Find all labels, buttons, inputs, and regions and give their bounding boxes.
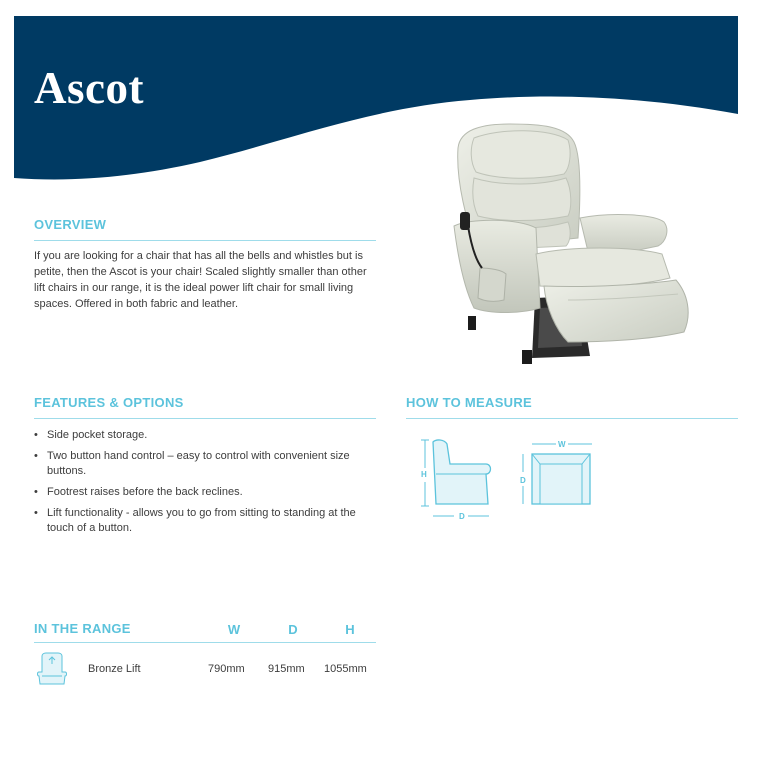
range-heading: IN THE RANGE <box>34 621 131 636</box>
range-col-w: W <box>227 622 241 637</box>
depth-label: D <box>459 512 465 521</box>
overview-heading: OVERVIEW <box>34 217 107 232</box>
width-label: W <box>558 440 566 449</box>
measure-heading: HOW TO MEASURE <box>406 395 533 410</box>
features-list <box>34 428 374 542</box>
overview-text: If you are looking for a chair that has all the bells and whistles but is petite, then the Ascot is your chair! Scaled slightly smaller than other lift chairs in our range, it is the ideal power lift chair for small living spaces. Offered in both fabric and leather. <box>34 250 367 310</box>
table-row <box>34 652 376 688</box>
range-item-depth: 915mm <box>268 663 305 675</box>
features-divider <box>34 418 376 419</box>
side-view-diagram <box>416 434 502 524</box>
product-title: Ascot <box>34 63 144 113</box>
range-col-d: D <box>288 622 298 637</box>
feature-item: • Two button hand control – easy to control with convenient size buttons. <box>34 449 374 479</box>
range-divider <box>34 642 376 643</box>
range-col-h: H <box>345 622 355 637</box>
product-image <box>440 118 700 370</box>
measure-divider <box>406 418 738 419</box>
height-label: H <box>421 470 427 479</box>
range-item-width: 790mm <box>208 663 245 675</box>
range-item-name: Bronze Lift <box>88 663 141 675</box>
feature-item: • Side pocket storage. <box>34 428 374 443</box>
top-depth-label: D <box>520 476 526 485</box>
feature-item: • Lift functionality - allows you to go from sitting to standing at the touch of a button. <box>34 506 374 536</box>
overview-divider <box>34 240 376 241</box>
lift-chair-icon <box>36 652 68 686</box>
features-heading: FEATURES & OPTIONS <box>34 395 184 410</box>
feature-item: • Footrest raises before the back reclines. <box>34 485 374 500</box>
range-item-height: 1055mm <box>324 663 367 675</box>
